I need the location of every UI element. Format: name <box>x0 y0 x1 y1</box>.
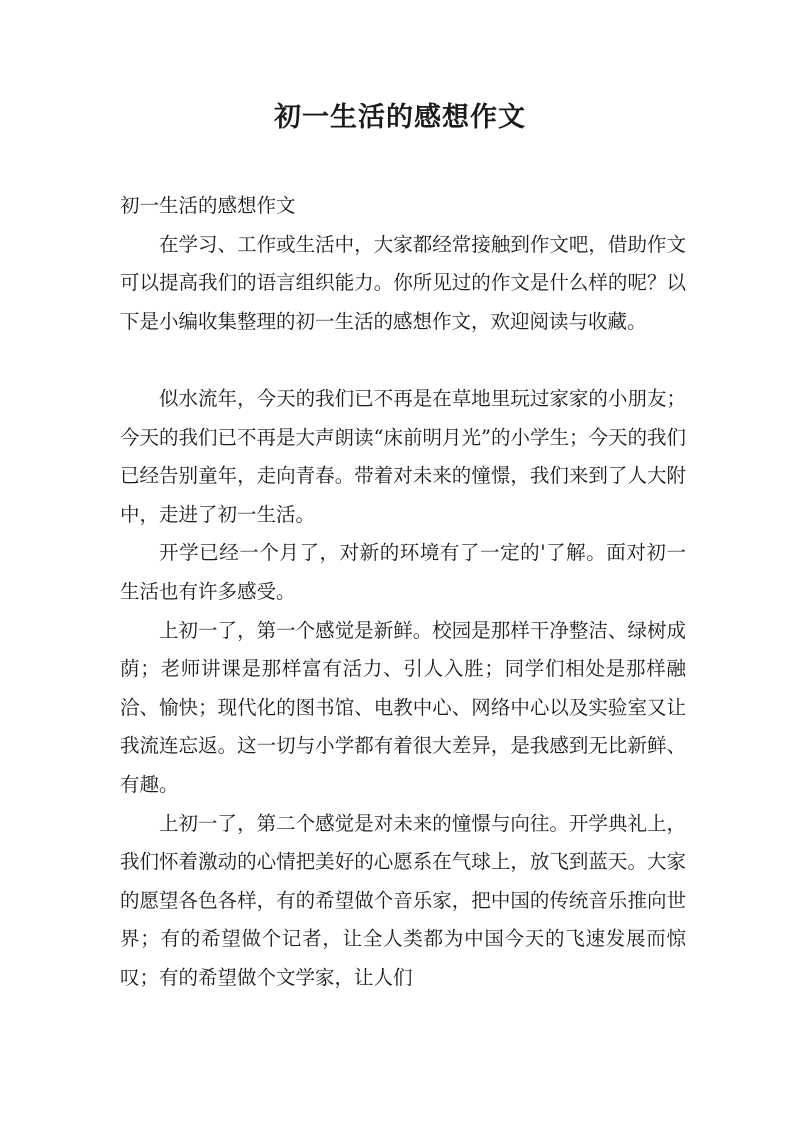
body-paragraph: 开学已经一个月了，对新的环境有了一定的'了解。面对初一生活也有许多感受。 <box>120 541 686 603</box>
body-paragraph: 上初一了，第一个感觉是新鲜。校园是那样干净整洁、绿树成荫；老师讲课是那样富有活力、引人入胜；同学们相处是那样融洽、愉快；现代化的图书馆、电教中心、网络中心以及实验室又让我流连忘返。这一切与小学都有着很大差异，是我感到无比新鲜、有趣。 <box>120 618 686 796</box>
paragraph-gap <box>120 341 686 380</box>
body-paragraph: 上初一了，第二个感觉是对未来的憧憬与向往。开学典礼上，我们怀着激动的心情把美好的心愿系在气球上，放飞到蓝天。大家的愿望各色各样，有的希望做个音乐家，把中国的传统音乐推向世界；有的希望做个记者，让全人类都为中国今天的飞速发展而惊叹；有的希望做个文学家，让人们 <box>120 811 686 989</box>
document-subtitle: 初一生活的感想作文 <box>120 194 296 217</box>
document-title: 初一生活的感想作文 <box>274 102 526 133</box>
intro-paragraph: 在学习、工作或生活中，大家都经常接触到作文吧，借助作文可以提高我们的语言组织能力。你所见过的作文是什么样的呢？以下是小编收集整理的初一生活的感想作文，欢迎阅读与收藏。 <box>120 232 686 333</box>
body-paragraph: 似水流年，今天的我们已不再是在草地里玩过家家的小朋友；今天的我们已不再是大声朗读“床前明月光”的小学生；今天的我们已经告别童年，走向青春。带着对未来的憧憬，我们来到了人大附中，走进了初一生活。 <box>120 386 686 526</box>
document-body <box>120 187 686 997</box>
